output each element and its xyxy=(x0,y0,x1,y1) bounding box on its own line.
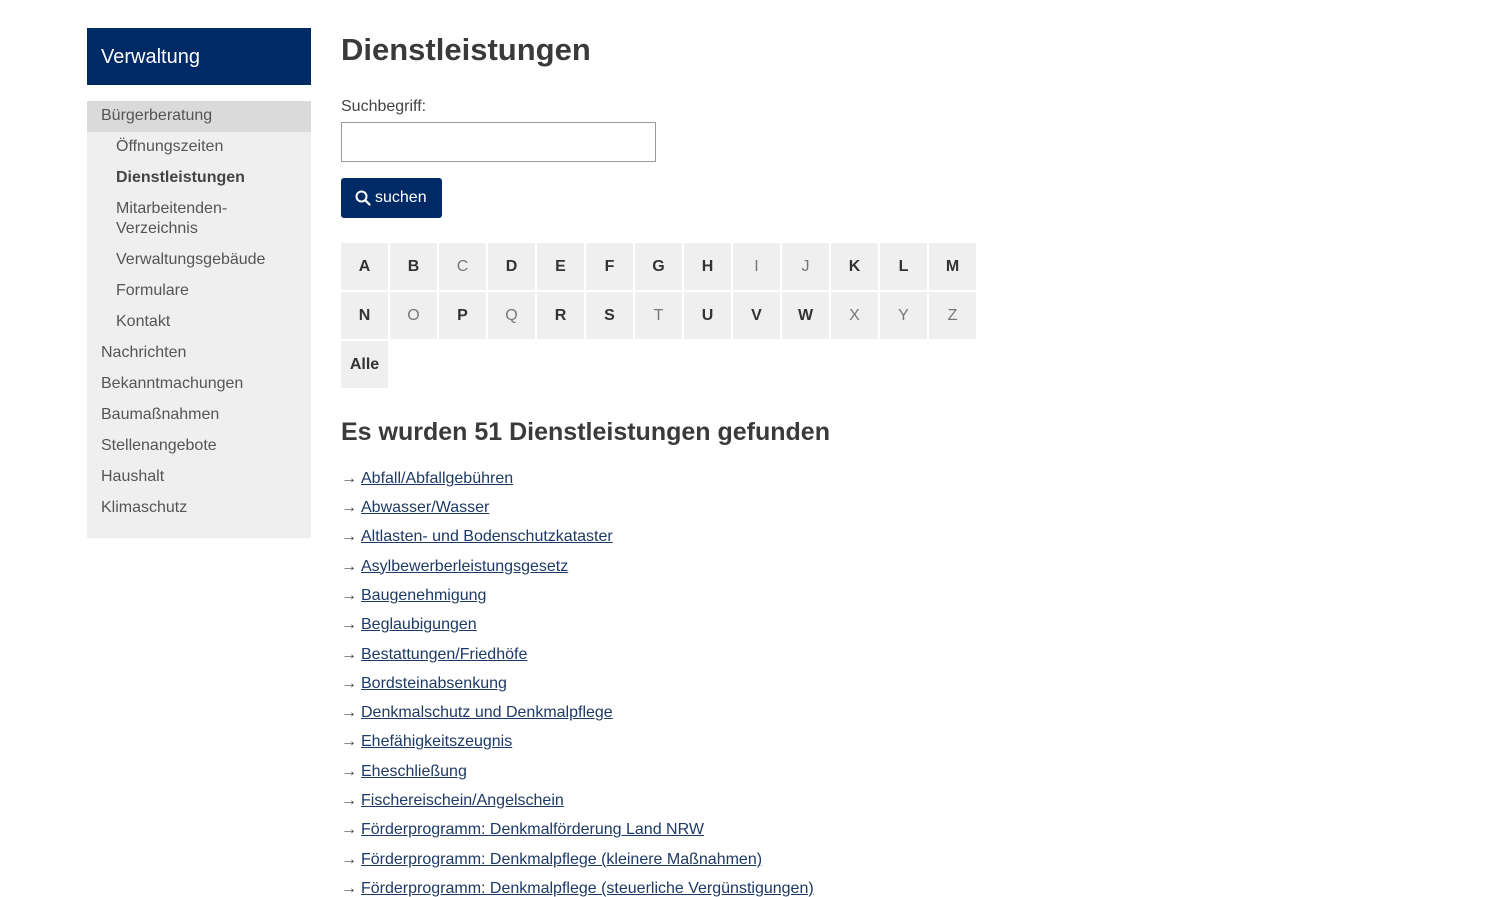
search-input[interactable] xyxy=(341,122,656,162)
letter-alle[interactable]: Alle xyxy=(341,341,388,388)
page-title: Dienstleistungen xyxy=(341,32,591,67)
results-list xyxy=(341,469,1441,897)
sidebar-item-oeffnungszeiten[interactable]: Öffnungszeiten xyxy=(116,138,224,155)
list-item xyxy=(341,879,1441,897)
result-link[interactable]: Eheschließung xyxy=(361,762,467,780)
sidebar-item-kontakt[interactable]: Kontakt xyxy=(116,313,171,330)
letter-b[interactable]: B xyxy=(390,243,437,290)
search-button-label: suchen xyxy=(375,189,427,206)
letter-q: Q xyxy=(488,292,535,339)
list-item xyxy=(341,703,1441,732)
arrow-right-icon: → xyxy=(341,674,357,692)
arrow-right-icon: → xyxy=(341,469,357,487)
result-link[interactable]: Baugenehmigung xyxy=(361,586,487,604)
list-item xyxy=(341,527,1441,556)
arrow-right-icon: → xyxy=(341,879,357,897)
search-label: Suchbegriff: xyxy=(341,98,427,115)
list-item xyxy=(341,557,1441,586)
sidebar xyxy=(87,28,311,538)
result-link[interactable]: Abfall/Abfallgebühren xyxy=(361,469,514,487)
result-link[interactable]: Ehefähigkeitszeugnis xyxy=(361,733,513,751)
search-button[interactable] xyxy=(341,178,442,218)
arrow-right-icon: → xyxy=(341,762,357,780)
result-link[interactable]: Förderprogramm: Denkmalförderung Land NRW xyxy=(361,821,704,839)
results-title: Es wurden 51 Dienstleistungen gefunden xyxy=(341,418,830,446)
letter-j: J xyxy=(782,243,829,290)
list-item xyxy=(341,674,1441,703)
arrow-right-icon: → xyxy=(341,528,357,546)
list-item xyxy=(341,762,1441,791)
sidebar-item-stellenangebote[interactable]: Stellenangebote xyxy=(101,437,217,454)
arrow-right-icon: → xyxy=(341,499,357,517)
arrow-right-icon: → xyxy=(341,557,357,575)
sidebar-item-mitarbeitenden-verzeichnis[interactable]: Mitarbeitenden-Verzeichnis xyxy=(116,200,228,237)
letter-v[interactable]: V xyxy=(733,292,780,339)
list-item xyxy=(341,498,1441,527)
sidebar-item-bekanntmachungen[interactable]: Bekanntmachungen xyxy=(101,375,244,392)
sidebar-item-formulare[interactable]: Formulare xyxy=(116,282,189,299)
arrow-right-icon: → xyxy=(341,586,357,604)
search-icon xyxy=(355,190,371,206)
letter-k[interactable]: K xyxy=(831,243,878,290)
arrow-right-icon: → xyxy=(341,645,357,663)
list-item xyxy=(341,586,1441,615)
letter-p[interactable]: P xyxy=(439,292,486,339)
letter-g[interactable]: G xyxy=(635,243,682,290)
sidebar-title: Verwaltung xyxy=(87,28,311,85)
letter-f[interactable]: F xyxy=(586,243,633,290)
sidebar-item-baumassnahmen[interactable]: Baumaßnahmen xyxy=(101,406,220,423)
letter-y: Y xyxy=(880,292,927,339)
letter-n[interactable]: N xyxy=(341,292,388,339)
list-item xyxy=(341,469,1441,498)
result-link[interactable]: Förderprogramm: Denkmalpflege (kleinere Maßnahmen) xyxy=(361,850,763,868)
result-link[interactable]: Bestattungen/Friedhöfe xyxy=(361,645,528,663)
arrow-right-icon: → xyxy=(341,704,357,722)
list-item xyxy=(341,615,1441,644)
result-link[interactable]: Denkmalschutz und Denkmalpflege xyxy=(361,704,613,722)
letter-x: X xyxy=(831,292,878,339)
list-item xyxy=(341,645,1441,674)
letter-a[interactable]: A xyxy=(341,243,388,290)
arrow-right-icon: → xyxy=(341,733,357,751)
result-link[interactable]: Beglaubigungen xyxy=(361,616,477,634)
letter-r[interactable]: R xyxy=(537,292,584,339)
main-content xyxy=(341,28,1441,897)
letter-u[interactable]: U xyxy=(684,292,731,339)
sidebar-item-dienstleistungen[interactable]: Dienstleistungen xyxy=(116,169,245,186)
sidebar-item-klimaschutz[interactable]: Klimaschutz xyxy=(101,499,188,516)
result-link[interactable]: Fischereischein/Angelschein xyxy=(361,792,564,810)
letter-s[interactable]: S xyxy=(586,292,633,339)
letter-m[interactable]: M xyxy=(929,243,976,290)
arrow-right-icon: → xyxy=(341,850,357,868)
sidebar-item-verwaltungsgebaeude[interactable]: Verwaltungsgebäude xyxy=(116,251,266,268)
sidebar-item-nachrichten[interactable]: Nachrichten xyxy=(101,344,187,361)
letter-l[interactable]: L xyxy=(880,243,927,290)
letter-w[interactable]: W xyxy=(782,292,829,339)
list-item xyxy=(341,732,1441,761)
result-link[interactable]: Abwasser/Wasser xyxy=(361,499,490,517)
sidebar-item-buergerberatung[interactable]: Bürgerberatung xyxy=(87,101,311,132)
arrow-right-icon: → xyxy=(341,792,357,810)
arrow-right-icon: → xyxy=(341,821,357,839)
letter-o: O xyxy=(390,292,437,339)
letter-t: T xyxy=(635,292,682,339)
arrow-right-icon: → xyxy=(341,616,357,634)
result-link[interactable]: Förderprogramm: Denkmalpflege (steuerliche Vergünstigungen) xyxy=(361,879,814,897)
letter-d[interactable]: D xyxy=(488,243,535,290)
result-link[interactable]: Asylbewerberleistungsgesetz xyxy=(361,557,569,575)
sidebar-nav xyxy=(87,101,311,538)
letter-c: C xyxy=(439,243,486,290)
letter-h[interactable]: H xyxy=(684,243,731,290)
list-item xyxy=(341,820,1441,849)
list-item xyxy=(341,791,1441,820)
alphabet-filter xyxy=(341,243,978,388)
letter-e[interactable]: E xyxy=(537,243,584,290)
result-link[interactable]: Altlasten- und Bodenschutzkataster xyxy=(361,528,613,546)
result-link[interactable]: Bordsteinabsenkung xyxy=(361,674,507,692)
letter-i: I xyxy=(733,243,780,290)
letter-z: Z xyxy=(929,292,976,339)
sidebar-item-haushalt[interactable]: Haushalt xyxy=(101,468,165,485)
list-item xyxy=(341,850,1441,879)
